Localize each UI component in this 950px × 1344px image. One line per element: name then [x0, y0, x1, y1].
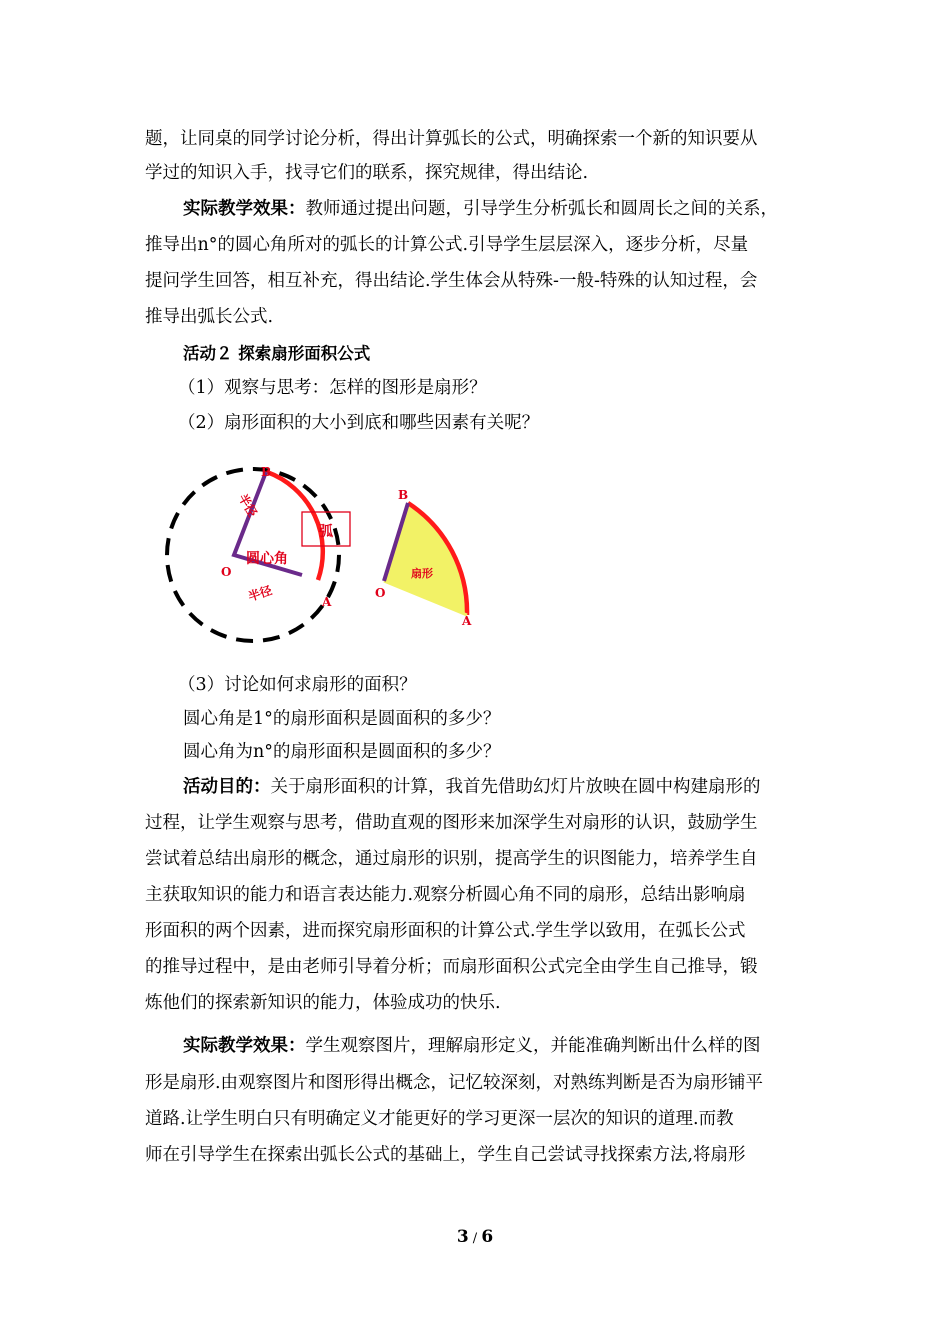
paragraph-line: 学过的知识入手，找寻它们的联系，探究规律，得出结论.: [145, 163, 589, 183]
point-a-label: A: [322, 595, 332, 609]
sector-point-o-label: O: [375, 586, 386, 600]
paragraph-text: 教师通过提出问题，引导学生分析弧长和圆周长之间的关系，: [305, 199, 778, 219]
paragraph-line: 形面积的两个因素，进而探究扇形面积的计算公式.学生学以致用，在弧长公式: [145, 921, 746, 941]
page-number: [0, 1227, 950, 1247]
radius-label-bottom: 半径: [246, 583, 274, 604]
paragraph-line: 提问学生回答，相互补充，得出结论.学生体会从特殊-一般-特殊的认知过程，会: [145, 271, 758, 291]
circle-sector-diagram: [167, 465, 350, 641]
section-label: 实际教学效果：: [183, 199, 306, 219]
sector-point-a-label: A: [462, 614, 472, 628]
paragraph-line: [183, 775, 761, 799]
section-label: 活动目的：: [183, 777, 271, 797]
page-separator: /: [468, 1231, 482, 1246]
paragraph-line: 师在引导学生在探索出弧长公式的基础上，学生自己尝试寻找探索方法,将扇形: [145, 1145, 746, 1165]
sector-label: 扇形: [411, 567, 433, 580]
question-1: （1）观察与思考：怎样的图形是扇形？: [178, 378, 487, 398]
paragraph-line: [183, 1034, 761, 1058]
central-angle-label: 圆心角: [246, 551, 288, 567]
paragraph-line: 的推导过程中，是由老师引导着分析；而扇形面积公式完全由学生自己推导，锻: [145, 957, 758, 977]
section-label: 实际教学效果：: [183, 1036, 306, 1056]
page-current: 3: [456, 1227, 469, 1247]
question-3a: 圆心角是1°的扇形面积是圆面积的多少？: [183, 709, 501, 729]
question-3: （3）讨论如何求扇形的面积？: [178, 675, 417, 695]
paragraph-text: 关于扇形面积的计算，我首先借助幻灯片放映在圆中构建扇形的: [270, 777, 761, 797]
question-3b: 圆心角为n°的扇形面积是圆面积的多少？: [183, 742, 501, 762]
paragraph-line: 炼他们的探索新知识的能力，体验成功的快乐.: [145, 993, 501, 1013]
page-total: 6: [481, 1227, 494, 1247]
activity-heading: 活动２ 探索扇形面积公式: [183, 344, 371, 363]
arc-label: 弧: [319, 524, 333, 540]
sector-point-b-label: B: [398, 488, 409, 502]
point-b-label: B: [261, 465, 272, 479]
paragraph-line: [183, 197, 778, 221]
point-o-label: O: [221, 565, 232, 579]
paragraph-line: 推导出n°的圆心角所对的弧长的计算公式.引导学生层层深入，逐步分析，尽量: [145, 235, 749, 255]
paragraph-line: 道路.让学生明白只有明确定义才能更好的学习更深一层次的知识的道理.而教: [145, 1109, 734, 1129]
question-2: （2）扇形面积的大小到底和哪些因素有关呢？: [178, 413, 540, 433]
filled-sector-diagram: [375, 488, 472, 628]
paragraph-line: 推导出弧长公式.: [145, 307, 274, 327]
paragraph-text: 学生观察图片，理解扇形定义，并能准确判断出什么样的图: [305, 1036, 761, 1056]
paragraph-line: 主获取知识的能力和语言表达能力.观察分析圆心角不同的扇形，总结出影响扇: [145, 885, 746, 905]
paragraph-line: 题，让同桌的同学讨论分析，得出计算弧长的公式，明确探索一个新的知识要从: [145, 129, 758, 149]
paragraph-line: 形是扇形.由观察图片和图形得出概念，记忆较深刻，对熟练判断是否为扇形铺平: [145, 1073, 764, 1093]
radius-label-top: 半径: [235, 491, 260, 520]
paragraph-line: 尝试着总结出扇形的概念，通过扇形的识别，提高学生的识图能力，培养学生自: [145, 849, 758, 869]
paragraph-line: 过程，让学生观察与思考，借助直观的图形来加深学生对扇形的认识，鼓励学生: [145, 813, 758, 833]
sector-figures: [140, 455, 500, 655]
